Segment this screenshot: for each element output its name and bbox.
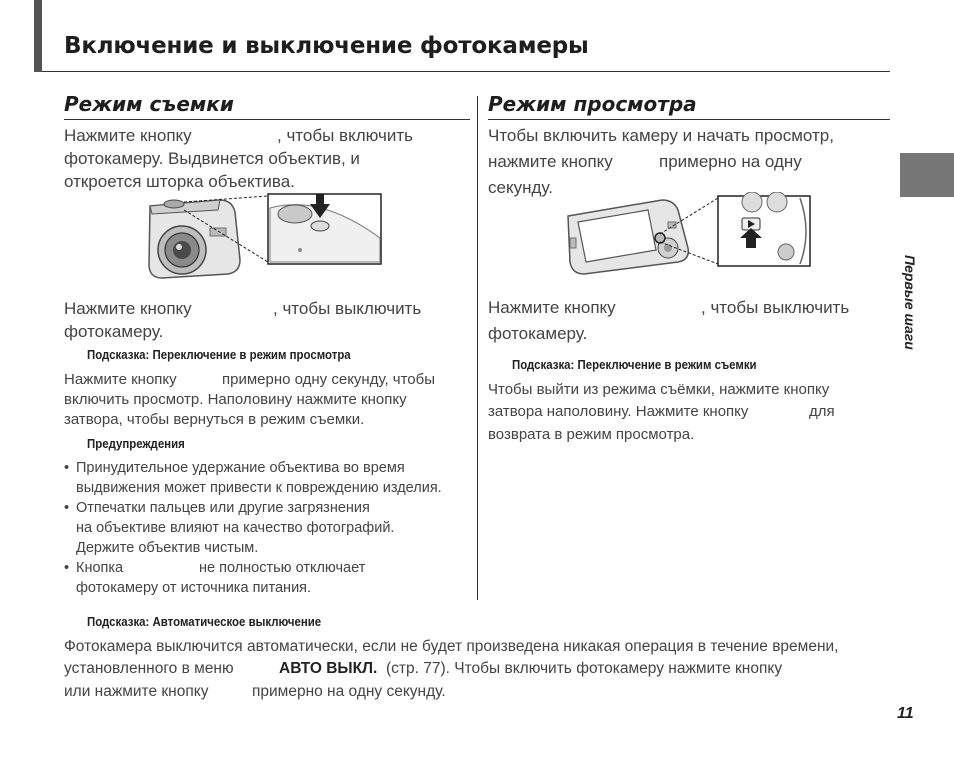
warning-1-line2: выдвижения может привести к повреждению изделия. [76, 480, 442, 496]
right-off-line1b: , чтобы выключить [701, 298, 850, 317]
warnings-heading: Предупреждения [87, 436, 185, 451]
camera-front-icon [149, 200, 240, 278]
warning-3-line1a: Кнопка [76, 560, 124, 576]
right-hint-line2a: затвора наполовину. Нажмите кнопку [488, 403, 749, 420]
camera-power-on-illustration [140, 188, 385, 288]
auto-off-menu-name: АВТО ВЫКЛ. [279, 660, 378, 677]
header-accent-bar [34, 0, 42, 72]
warning-1-line1: Принудительное удержание объектива во время [76, 460, 405, 476]
bullet-marker: • [64, 460, 70, 476]
left-on-line1b: , чтобы включить [277, 126, 413, 145]
shooting-mode-heading: Режим съемки [64, 92, 470, 120]
camera-playback-illustration [564, 192, 814, 276]
warning-2-line2: на объективе влияют на качество фотографий. [76, 520, 395, 536]
right-off-line2: фотокамеру. [488, 324, 588, 343]
chapter-label: Первые шаги [902, 255, 918, 350]
right-hint-line1: Чтобы выйти из режима съёмки, нажмите кнопку [488, 381, 830, 398]
auto-off-line2c: (стр. 77). Чтобы включить фотокамеру нажмите кнопку [386, 660, 783, 677]
left-hint-heading: Подсказка: Переключение в режим просмотра [87, 347, 351, 362]
right-on-line2a: нажмите кнопку [488, 152, 613, 171]
bullet-marker: • [64, 500, 70, 516]
right-off-line1a: Нажмите кнопку [488, 298, 616, 317]
left-hint-line3: затвора, чтобы вернуться в режим съемки. [64, 411, 365, 428]
right-on-line3: секунду. [488, 178, 553, 197]
left-on-line2: фотокамеру. Выдвинется объектив, и [64, 149, 360, 168]
page-number: 11 [897, 705, 914, 722]
auto-off-line1: Фотокамера выключится автоматически, если не будет произведена никакая операция в течение времени, [64, 638, 839, 655]
left-hint-line2: включить просмотр. Наполовину нажмите кнопку [64, 391, 407, 408]
page-title: Включение и выключение фотокамеры [64, 33, 589, 59]
right-on-line1: Чтобы включить камеру и начать просмотр, [488, 126, 834, 145]
right-hint-heading: Подсказка: Переключение в режим съемки [512, 357, 757, 372]
auto-off-line3b: примерно на одну секунду. [252, 683, 446, 700]
auto-off-hint-heading: Подсказка: Автоматическое выключение [87, 614, 322, 629]
left-on-line3: откроется шторка объектива. [64, 172, 295, 191]
left-off-line1a: Нажмите кнопку [64, 299, 192, 318]
bullet-marker: • [64, 560, 70, 576]
right-on-line2b: примерно на одну [659, 152, 802, 171]
power-button-closeup-icon [268, 194, 381, 264]
warning-3-line1b: не полностью отключает [199, 560, 366, 576]
right-hint-line2b: для [809, 403, 835, 420]
warning-2-line1: Отпечатки пальцев или другие загрязнения [76, 500, 370, 516]
chapter-tab [900, 153, 954, 197]
auto-off-line3a: или нажмите кнопку [64, 683, 209, 700]
left-hint-line1b: примерно одну секунду, чтобы [222, 371, 436, 388]
left-off-line2: фотокамеру. [64, 322, 164, 341]
camera-back-icon [568, 200, 688, 274]
left-on-line1a: Нажмите кнопку [64, 126, 192, 145]
playback-mode-heading: Режим просмотра [488, 92, 890, 120]
auto-off-line2a: установленного в меню [64, 660, 234, 677]
left-hint-line1a: Нажмите кнопку [64, 371, 177, 388]
right-hint-line3: возврата в режим просмотра. [488, 426, 695, 443]
playback-button-closeup-icon [718, 192, 810, 266]
column-divider [477, 96, 478, 600]
warning-3-line2: фотокамеру от источника питания. [76, 580, 312, 596]
warning-2-line3: Держите объектив чистым. [76, 540, 259, 556]
left-off-line1b: , чтобы выключить [273, 299, 422, 318]
title-divider [42, 71, 890, 72]
